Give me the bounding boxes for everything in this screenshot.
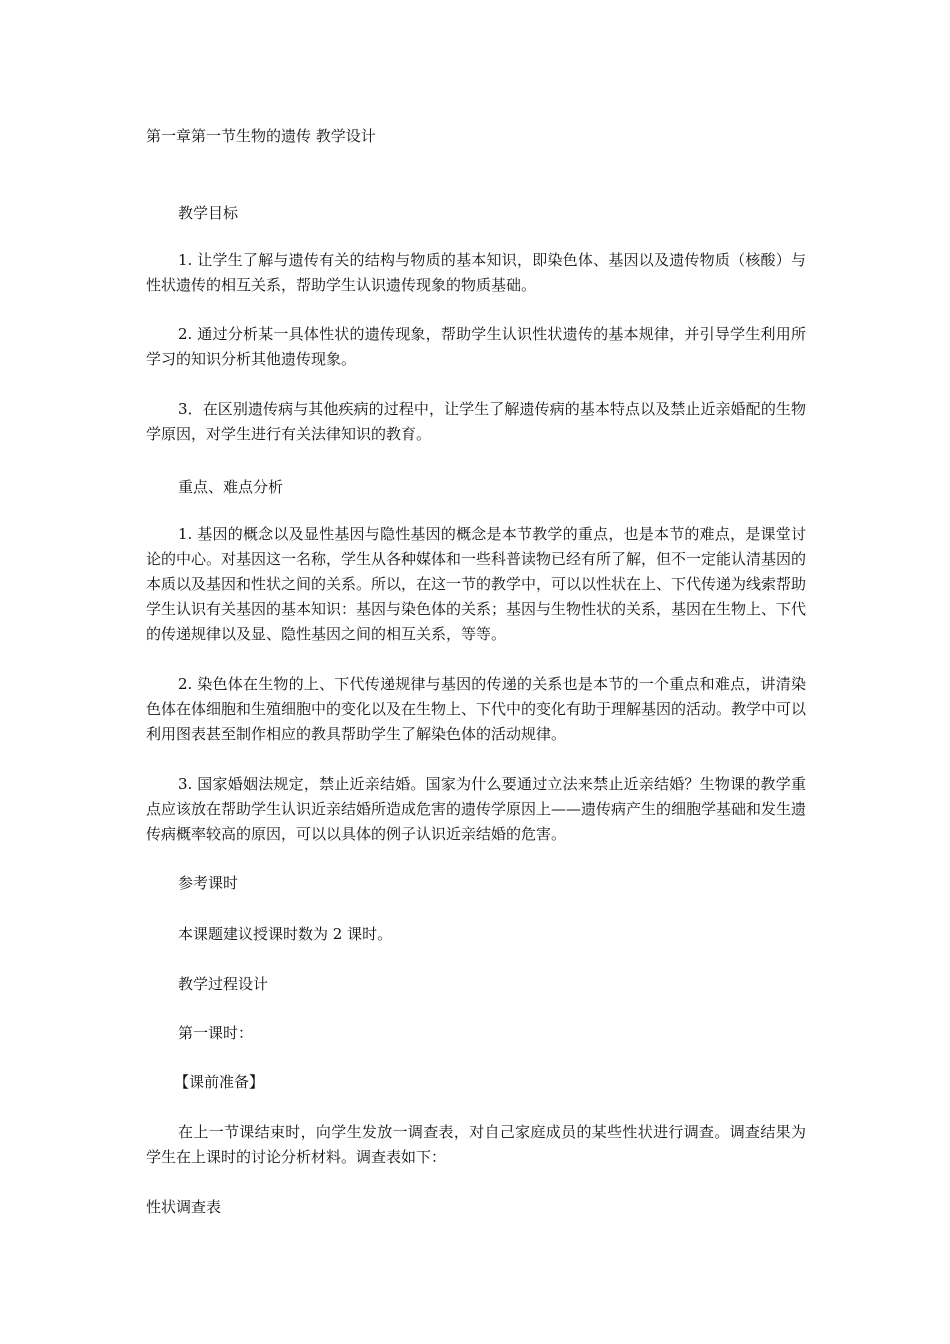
objective-paragraph-1: 1. 让学生了解与遗传有关的结构与物质的基本知识，即染色体、基因以及遗传物质（核酸）与性状遗传的相互关系，帮助学生认识遗传现象的物质基础。: [146, 251, 806, 294]
objective-paragraph-3: 3．在区别遗传病与其他疾病的过程中，让学生了解遗传病的基本特点以及禁止近亲婚配的生物学原因，对学生进行有关法律知识的教育。: [146, 400, 806, 443]
survey-table-title: 性状调查表: [146, 1198, 222, 1216]
section-heading-objectives: 教学目标: [178, 204, 239, 222]
objective-paragraph-2: 2. 通过分析某一具体性状的遗传现象，帮助学生认识性状遗传的基本规律，并引导学生利用所学习的知识分析其他遗传现象。: [146, 325, 806, 368]
lesson-one-label: 第一课时：: [178, 1024, 254, 1042]
preparation-paragraph: 在上一节课结束时，向学生发放一调查表，对自己家庭成员的某些性状进行调查。调查结果为学生在上课时的讨论分析材料。调查表如下：: [146, 1123, 806, 1166]
document-title: 第一章第一节生物的遗传 教学设计: [146, 127, 376, 145]
section-heading-process: 教学过程设计: [178, 975, 269, 993]
preparation-heading: 【课前准备】: [174, 1073, 265, 1091]
key-point-paragraph-1: 1. 基因的概念以及显性基因与隐性基因的概念是本节教学的重点，也是本节的难点，是课堂讨论的中心。对基因这一名称，学生从各种媒体和一些科普读物已经有所了解，但不一定能认清基因的本质以及基因和性状之间的关系。所以，在这一节的教学中，可以以性状在上、下代传递为线索帮助学生认识有关基因的基本知识：基因与染色体的关系；基因与生物性状的关系，基因在生物上、下代的传递规律以及显、隐性基因之间的相互关系，等等。: [146, 525, 807, 643]
key-point-paragraph-3: 3. 国家婚姻法规定，禁止近亲结婚。国家为什么要通过立法来禁止近亲结婚？生物课的教学重点应该放在帮助学生认识近亲结婚所造成危害的遗传学原因上——遗传病产生的细胞学基础和发生遗传病概率较高的原因，可以以具体的例子认识近亲结婚的危害。: [146, 775, 807, 843]
class-hours-text: 本课题建议授课时数为 2 课时。: [178, 925, 393, 943]
section-heading-class-hours: 参考课时: [178, 874, 239, 892]
key-point-paragraph-2: 2. 染色体在生物的上、下代传递规律与基因的传递的关系也是本节的一个重点和难点，讲清染色体在体细胞和生殖细胞中的变化以及在生物上、下代中的变化有助于理解基因的活动。教学中可以利用图表甚至制作相应的教具帮助学生了解染色体的活动规律。: [146, 675, 807, 743]
section-heading-key-points: 重点、难点分析: [178, 478, 284, 496]
